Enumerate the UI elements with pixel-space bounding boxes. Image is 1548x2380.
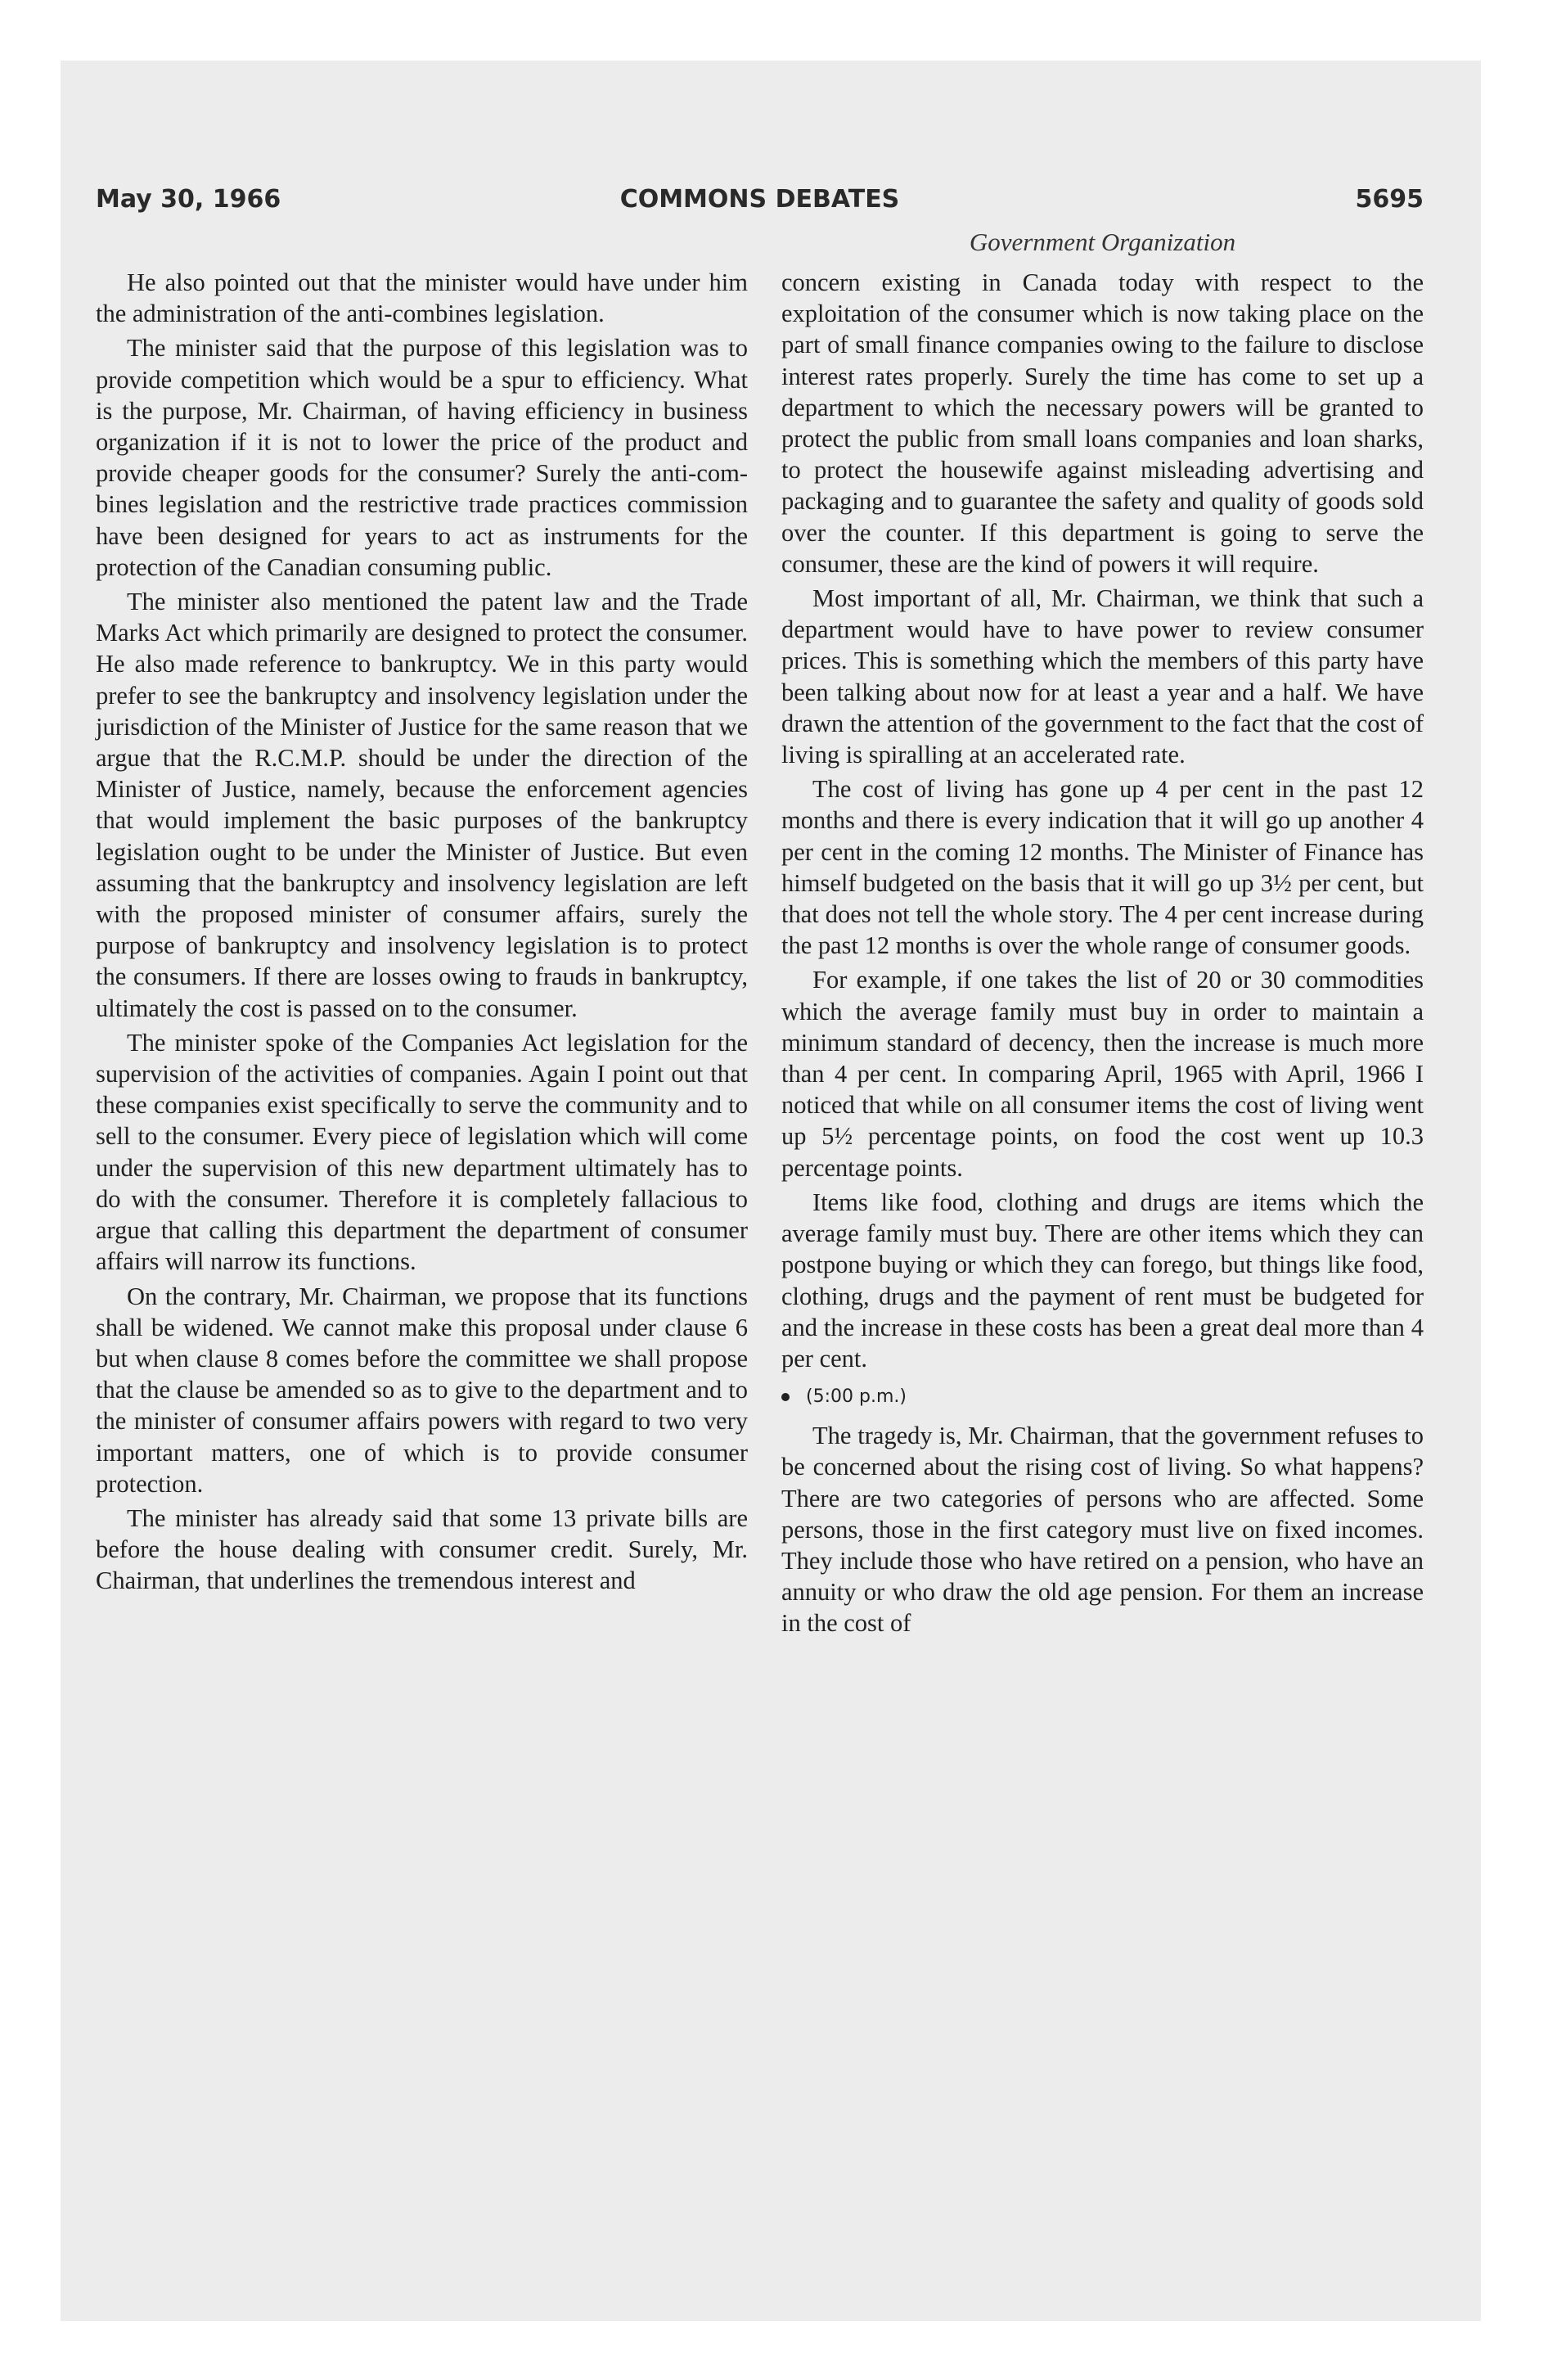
header-title: COMMONS DEBATES (619, 185, 900, 214)
paragraph: Most important of all, Mr. Chairman, we think that such a department would have to have power to review consumer prices. This is something which the members of this party have been talking about now for at least a year and a half. We have drawn the attention of the government to the fact that the cost of living is spiralling at an accelerated rate. (781, 584, 1424, 769)
paragraph: The minister also mentioned the patent law and the Trade Marks Act which primarily are designed to protect the consumer. He also made reference to bankruptcy. We in this party would prefer to see the bankruptcy and insolvency legislation under the jurisdiction of the Minister of Justice for the same reason that we argue that the R.C.M.P. should be under the direction of the Minister of Justice, namely, because the enforcement agencies that would implement the basic purposes of the bankruptcy legislation ought to be under the Minister of Justice. But even assuming that the bankruptcy and insolvency legislation are left with the proposed minister of consumer affairs, surely the purpose of bankruptcy and insolvency legislation is to protect the consumers. If there are losses owing to frauds in bankruptcy, ultimately the cost is passed on to the consumer. (96, 588, 748, 1022)
paragraph: Items like food, clothing and drugs are items which the average family must buy. There are other items which they can postpone buying or which they can forego, but things like food, clothing, drugs and the payment of rent must be budgeted for and the increase in these costs has been a great deal more than 4 per cent. (781, 1188, 1424, 1373)
left-column (96, 267, 748, 1600)
section-heading: Government Organization (969, 228, 1236, 256)
continued-paragraph: concern existing in Canada today with respect to the exploitation of the consumer which is now taking place on the part of small finance companies owing to the failure to disclose interest rates properly. Surely the time has come to set up a department to which the necessary powers will be granted to protect the public from small loans companies and loan sharks, to protect the housewife against misleading advertising and packaging and to guarantee the safety and quality of goods sold over the counter. If this department is going to serve the consumer, these are the kind of powers it will require. (781, 268, 1424, 578)
paragraph: On the contrary, Mr. Chairman, we propose that its functions shall be widened. We cannot make this proposal under clause 6 but when clause 8 comes before the committee we shall propose that the clause be amended so as to give to the department and to the minister of consumer affairs powers with regard to two very important matters, one of which is to provide consumer protection. (96, 1282, 748, 1498)
timestamp-text: (5:00 p.m.) (806, 1386, 907, 1408)
time-marker (781, 1379, 1424, 1415)
page-number: 5695 (1355, 185, 1424, 214)
paragraph: The minister spoke of the Companies Act legislation for the supervision of the activities of companies. Again I point out that these companies exist specifically to serve the community and to sell to the consumer. Every piece of legislation which will come under the supervision of this new department ultimately has to do with the consumer. Therefore it is completely fallacious to argue that calling this department the department of consumer affairs will narrow its functions. (96, 1028, 748, 1276)
paragraph: The minister said that the purpose of this legislation was to provide competition which would be a spur to efficiency. What is the purpose, Mr. Chairman, of having efficiency in business organization if it is not to lower the price of the product and provide cheaper goods for the consumer? Surely the anti-combines legislation and the restrictive trade practices commission have been designed for years to act as instruments for the protection of the Canadian consuming public. (96, 334, 748, 581)
paragraph: For example, if one takes the list of 20 or 30 commodities which the average family must buy in order to maintain a minimum standard of decency, then the increase is much more than 4 per cent. In comparing April, 1965 with April, 1966 I noticed that while on all consumer items the cost of living went up 5½ percentage points, on food the cost went up 10.3 percentage points. (781, 966, 1424, 1182)
page-header (96, 185, 1424, 218)
paragraph: The minister has already said that some 13 private bills are before the house dealing with consumer credit. Surely, Mr. Chairman, that underlines the tremendous interest and (96, 1503, 748, 1595)
paragraph: He also pointed out that the minister would have under him the administration of the anti-combines legislation. (96, 268, 748, 328)
bullet-icon (781, 1393, 790, 1401)
header-date: May 30, 1966 (96, 185, 281, 214)
paragraph: The cost of living has gone up 4 per cent in the past 12 months and there is every indication that it will go up another 4 per cent in the coming 12 months. The Minister of Finance has himself budgeted on the basis that it will go up 3½ per cent, but that does not tell the whole story. The 4 per cent increase during the past 12 months is over the whole range of consumer goods. (781, 775, 1424, 960)
right-column (781, 267, 1424, 1643)
paragraph: The tragedy is, Mr. Chairman, that the government refuses to be concerned about the rising cost of living. So what happens? There are two categories of persons who are affected. Some persons, those in the first category must live on fixed incomes. They include those who have retired on a pension, who have an annuity or who draw the old age pension. For them an increase in the cost of (781, 1422, 1424, 1638)
